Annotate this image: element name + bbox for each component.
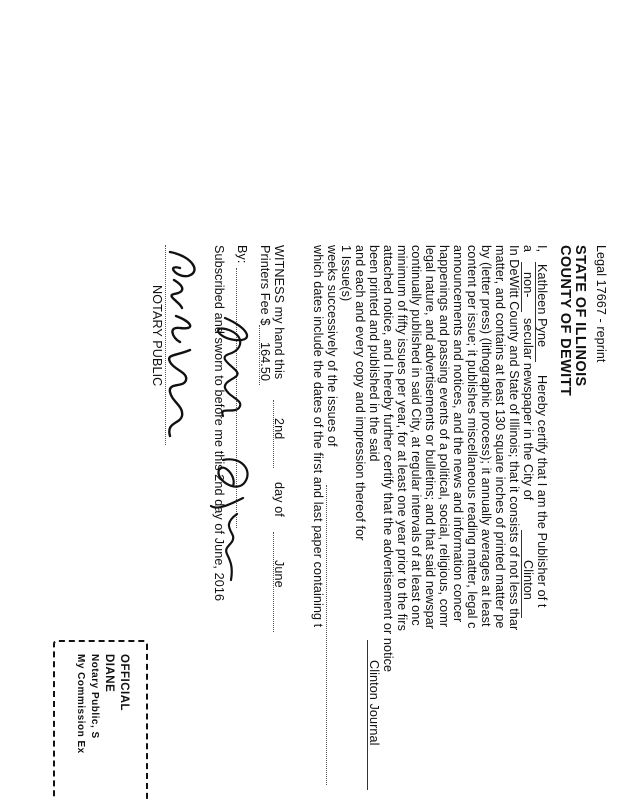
witness-label: WITNESS my hand this — [272, 245, 286, 380]
affidavit-line-13: been printed and published in the said — [367, 245, 381, 462]
non-underline — [521, 262, 522, 312]
affidavit-line-8: happenings and passing events of a political, social, religious, comr — [437, 245, 451, 628]
affidavit-line-7: announcements and notices, and the news and information concer — [451, 245, 465, 623]
seal-commission: My Commission Ex — [75, 654, 86, 754]
county-heading: COUNTY OF DEWITT — [557, 245, 573, 397]
subscribed-statement: Subscribed and sworn to before me this 2nd day of June, 2016 — [212, 245, 226, 602]
seal-notary: Notary Public, S — [89, 654, 100, 739]
issue-count: 1 Issue(s) — [339, 245, 353, 302]
publisher-name: Kathleen Pyne — [535, 264, 549, 348]
affidavit-line-10: continually published in said City, at regular intervals of at least onc — [409, 245, 423, 626]
city-name: Clinton — [521, 560, 535, 600]
witness-month: June — [272, 560, 286, 588]
affidavit-line-1: Hereby certify that I am the Publisher of t — [535, 375, 549, 608]
by-label: By: — [235, 245, 249, 264]
affidavit-line-4: matter, and contains at least 130 square inches of printed matter pe — [493, 245, 507, 629]
seal-border — [53, 640, 148, 800]
city-underline — [521, 530, 522, 618]
witness-day: 2nd — [272, 418, 286, 440]
notary-public-label: NOTARY PUBLIC — [150, 285, 164, 387]
month-dotted-line — [273, 532, 274, 632]
affidavit-line-15: weeks successively of the issues of — [325, 245, 339, 447]
affidavit-line-6: content per issue; it publishes miscellaneous reading matter, legal c — [465, 245, 479, 629]
newspaper-name: Clinton Journal — [367, 660, 381, 746]
affidavit-a: a — [521, 245, 535, 253]
affidavit-line-9: legal nature, and advertisements or bulletins; and that said newspar — [423, 245, 437, 630]
newspaper-underline — [367, 640, 368, 790]
affidavit-line-11: minimum of fifty issues per year, for at least one year prior to the firs — [395, 245, 409, 631]
affidavit-line-5: by (letter press) (lithographic process); it annually averages at least — [479, 245, 493, 627]
legal-reference: Legal 17667 - reprint — [594, 245, 608, 363]
affidavit-line-16: which dates include the dates of the first and last paper containing t — [311, 245, 325, 628]
affidavit-line-14: and each and every copy and impression thereof for — [353, 245, 367, 541]
printers-fee-amount: 164.50 — [258, 342, 272, 382]
state-heading: STATE OF ILLINOIS — [572, 245, 588, 387]
notary-seal — [53, 640, 148, 800]
seal-name: DIANE — [103, 654, 115, 693]
affidavit-line-3: In DeWitt County and State of Illinois; that it consists of not less thar — [507, 245, 521, 631]
affidavit-line-2: secular newspaper in the City of — [521, 318, 535, 501]
notary-line — [165, 245, 166, 445]
day-of-label: day of — [272, 482, 286, 517]
non-secular-prefix: non- — [521, 272, 535, 298]
affidavit-i: I, — [535, 245, 549, 253]
day-dotted-line — [273, 400, 274, 468]
issues-dotted-line — [326, 485, 327, 785]
affidavit-line-12: attached notice, and I hereby further certify that the advertisement or notice — [381, 245, 395, 673]
seal-official: OFFICIAL — [118, 654, 130, 712]
name-underline — [535, 262, 536, 362]
printers-fee-label: Printers Fee $ — [258, 245, 272, 326]
